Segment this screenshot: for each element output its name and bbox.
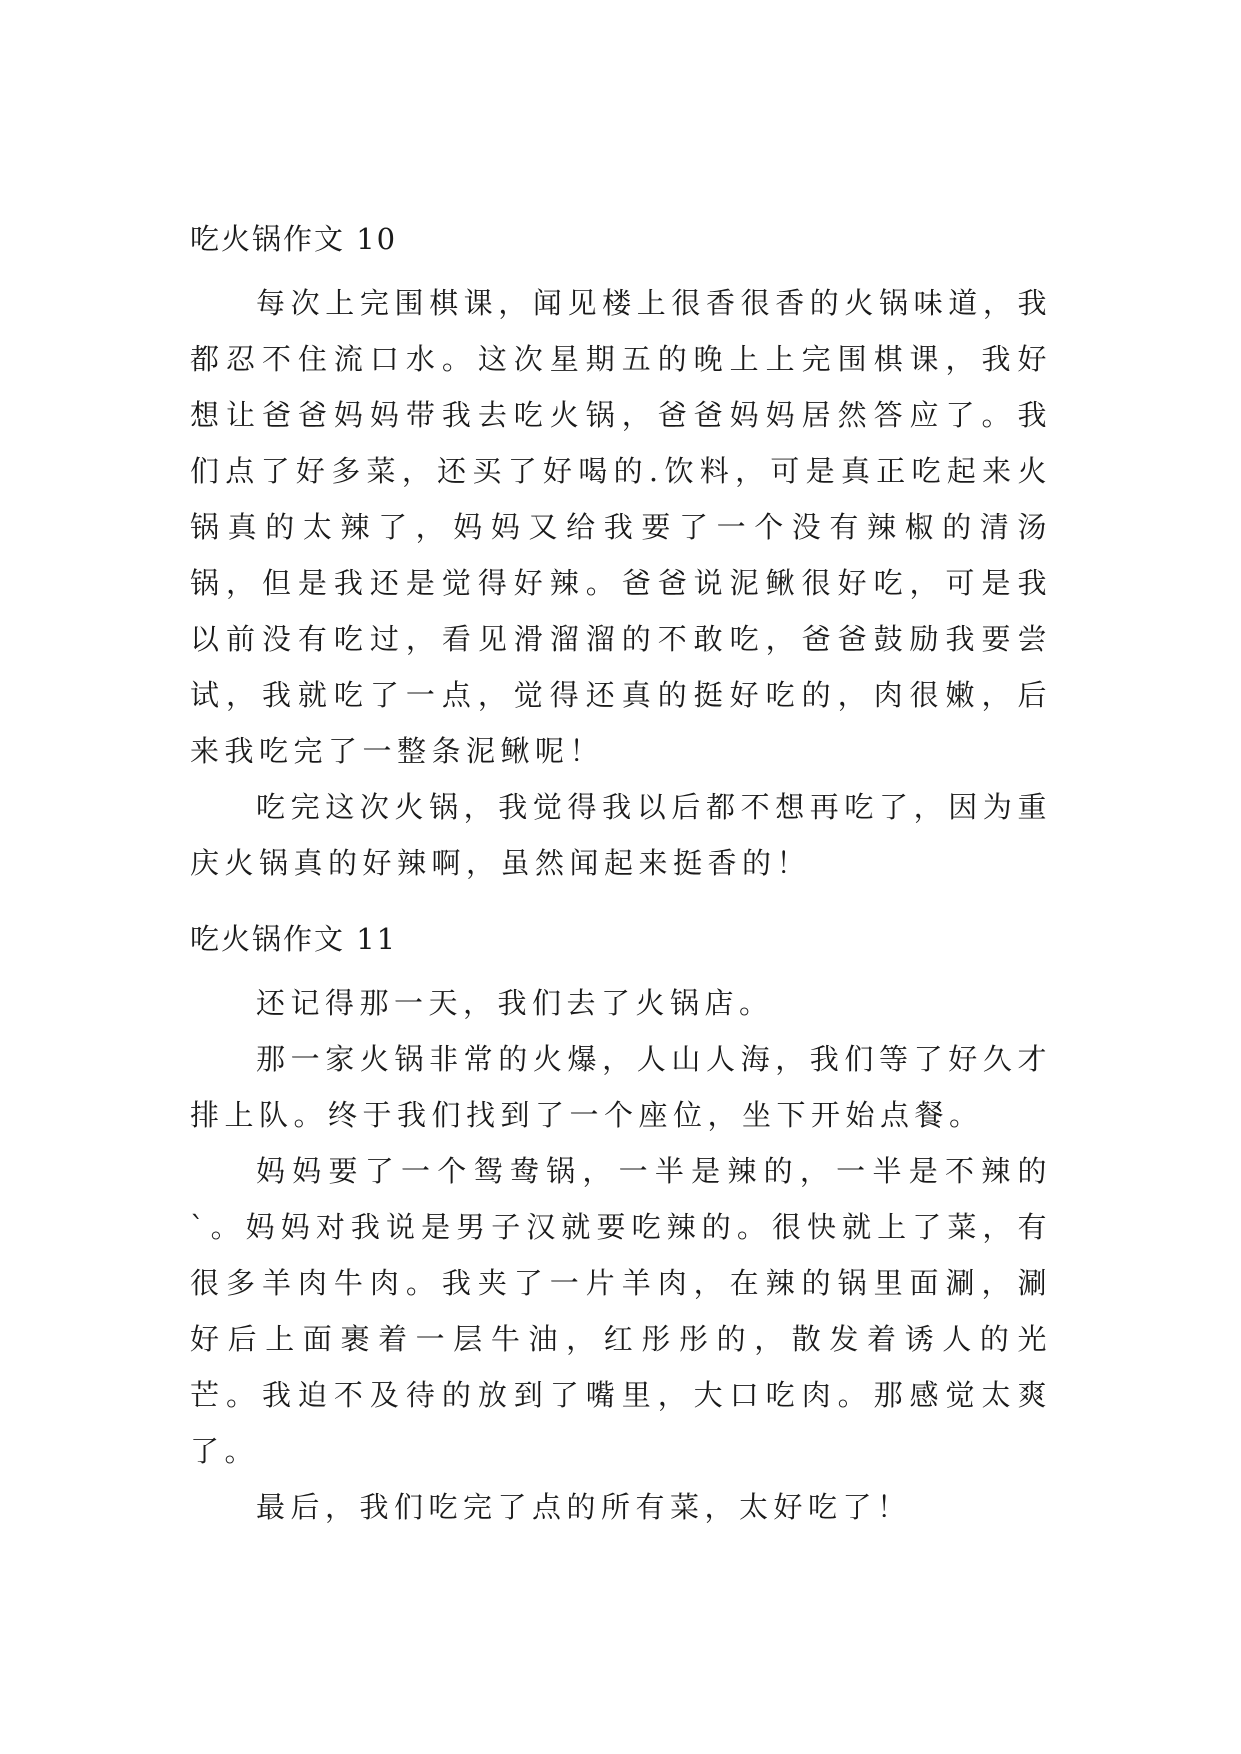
essay-title: 吃火锅作文 10 xyxy=(190,222,398,256)
essay-title: 吃火锅作文 11 xyxy=(190,922,398,956)
essay-paragraph: 吃完这次火锅，我觉得我以后都不想再吃了，因为重庆火锅真的好辣啊，虽然闻起来挺香的！ xyxy=(190,790,1052,880)
essay-10 xyxy=(190,222,1052,891)
essay-paragraph: 妈妈要了一个鸳鸯锅，一半是辣的，一半是不辣的`。妈妈对我说是男子汉就要吃辣的。很快就上了菜，有很多羊肉牛肉。我夹了一片羊肉，在辣的锅里面涮，涮好后上面裹着一层牛油，红彤彤的，散发着诱人的光芒。我迫不及待的放到了嘴里，大口吃肉。那感觉太爽了。 xyxy=(190,1154,1052,1468)
essay-paragraph: 还记得那一天，我们去了火锅店。 xyxy=(256,986,774,1020)
essay-paragraph: 那一家火锅非常的火爆，人山人海，我们等了好久才排上队。终于我们找到了一个座位，坐下开始点餐。 xyxy=(190,1042,1052,1132)
essay-11 xyxy=(190,922,1052,1535)
essay-paragraph: 最后，我们吃完了点的所有菜，太好吃了！ xyxy=(256,1490,912,1524)
essay-paragraph: 每次上完围棋课，闻见楼上很香很香的火锅味道，我都忍不住流口水。这次星期五的晚上上完围棋课，我好想让爸爸妈妈带我去吃火锅，爸爸妈妈居然答应了。我们点了好多菜，还买了好喝的.饮料，可是真正吃起来火锅真的太辣了，妈妈又给我要了一个没有辣椒的清汤锅，但是我还是觉得好辣。爸爸说泥鳅很好吃，可是我以前没有吃过，看见滑溜溜的不敢吃，爸爸鼓励我要尝试，我就吃了一点，觉得还真的挺好吃的，肉很嫩，后来我吃完了一整条泥鳅呢！ xyxy=(190,286,1052,768)
